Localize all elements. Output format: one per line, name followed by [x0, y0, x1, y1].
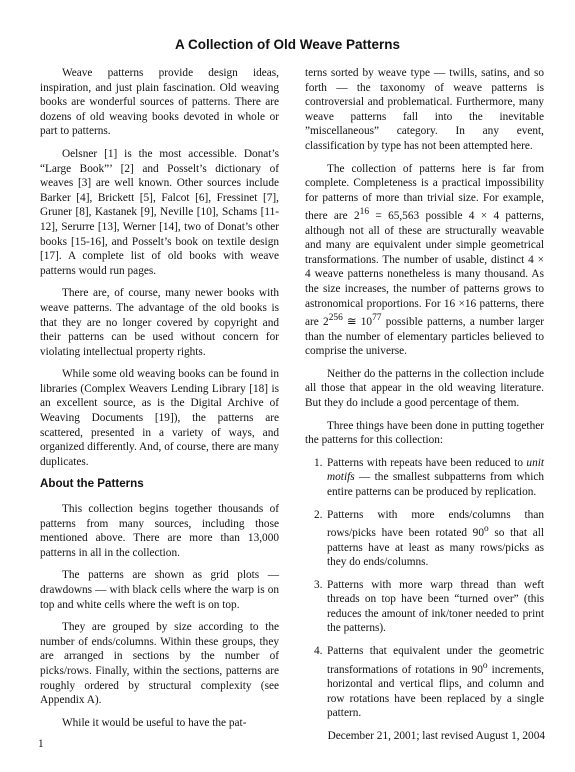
list-item: 2. Patterns with more ends/columns than rows/picks have been rotated 90$^o$ so that all patterns have at least as many rows/picks as they do ends/columns.	[314, 508, 545, 569]
continued-paragraph: While it would be useful to have the pat-	[62, 716, 247, 729]
section-heading: About the Patterns	[40, 477, 144, 491]
left-column	[40, 66, 279, 738]
newer-books-paragraph: There are, of course, many newer books with weave patterns. The advantage of the old books is that they are no longer covered by copyright and their patterns can be used without concern for violating intellectual property rights.	[40, 287, 279, 358]
three-things-paragraph: Three things have been done in putting together the patterns for this collection:	[305, 419, 544, 447]
exponent: 16	[359, 207, 370, 218]
completeness-paragraph: The collection of patterns here is far from complete. Completeness is a practical impossibility for patterns of more than trivial size. For example, there are $2^{16} = 65,563$ possible 4 × 4 patterns, although not all of these are structurally weavable and many are equivalent under simple geometrical transformations. The number of usable, distinct 4 × 4 weave patterns nonetheless is many thousand. As the size increases, the number of patterns grows to astronomical proportions. For 16 ×16 patterns, there are $2^{256}$ ≅ $10^{77}$ possible patterns, a number larger than the number of elementary particles believed to comprise the universe.	[305, 162, 544, 358]
literature-paragraph: Neither do the patterns in the collection include all those that appear in the old weaving literature. But they do include a good percentage of them.	[305, 367, 544, 409]
exponent: 256	[328, 313, 343, 324]
intro-paragraph: Weave patterns provide design ideas, inspiration, and just plain fascination. Old weaving books are wonderful sources of patterns. There are dozens of old weaving books devoted in whole or part to patterns.	[40, 67, 279, 138]
collection-paragraph: This collection begins together thousands of patterns from many sources, including those mentioned above. There are more than 13,000 patterns in all in the collection.	[40, 503, 279, 559]
grouping-paragraph: They are grouped by size according to the number of ends/columns. Within these groups, they are arranged in sections by the number of picks/rows. Finally, within the sections, patterns are roughly ordered by structural complexity (see Appendix A).	[40, 621, 279, 707]
right-column	[305, 66, 544, 729]
exponent: 77	[372, 313, 382, 324]
grid-plots-paragraph: The patterns are shown as grid plots — drawdowns — with black cells where the warp is on top and white cells where the weft is on top.	[40, 569, 279, 611]
taxonomy-paragraph: terns sorted by weave type — twills, satins, and so forth — the taxonomy of weave patterns is controversial and problematical. Furthermore, many weave patterns fall into the inevitable ”miscellaneous” category. In any event, classification by type has not been attempted here.	[305, 67, 544, 152]
numbered-list	[305, 456, 544, 721]
page-number: 1	[38, 738, 44, 750]
page-title: A Collection of Old Weave Patterns	[174, 37, 401, 52]
list-item: 1. Patterns with repeats have been reduced to unit motifs — the smallest subpatterns from which entire patterns can be produced by replication.	[314, 456, 544, 498]
list-item: 3. Patterns with more warp thread than weft threads on top have been “turned over” (this reduces the amount of ink/toner needed to print the patterns).	[314, 578, 544, 635]
footer-date: December 21, 2001; last revised August 1, 2004	[327, 730, 545, 742]
libraries-paragraph: While some old weaving books can be found in libraries (Complex Weavers Lending Library [18] is an excellent source, as is the Digital Archive of Weaving Documents [19]), the patterns are scattered, presented in a variety of ways, and organized differently. And, of course, there are many duplicates.	[40, 368, 279, 468]
sources-paragraph: Oelsner [1] is the most accessible. Donat’s “Large Book”’ [2] and Posselt’s dictionary of weaves [3] are well known. Other sources include Barker [4], Brickett [5], Falcot [6], Fressinet [7], Gruner [8], Kastanek [9], Neville [10], Schams [11-12], Serurre [13], Werner [14], two of Donat’s other books [15-16], and Posselt’s book on textile design [17]. A complete list of old books with weave patterns would run pages.	[40, 147, 279, 277]
list-item: 4. Patterns that equivalent under the geometric transformations of rotations in 90$^o$ increments, horizontal and vertical flips, and column and row rotations have been replaced by a single pattern.	[314, 645, 544, 720]
